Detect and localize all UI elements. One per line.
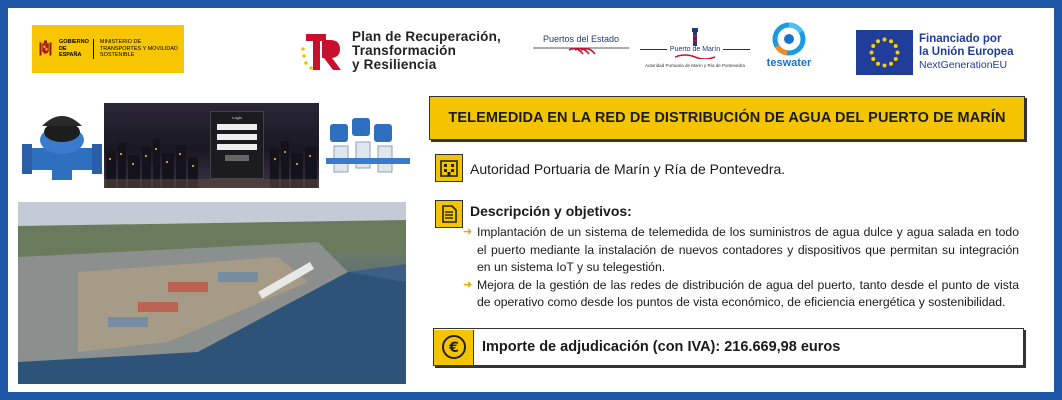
- plan-line-1: Plan de Recuperación,: [352, 29, 501, 44]
- eu-star: [870, 51, 874, 55]
- wave-red-icon: [675, 53, 715, 59]
- document-icon-box: [435, 200, 463, 228]
- prtr-mark-icon: [298, 28, 344, 74]
- authority-name: Autoridad Portuaria de Marín y Ría de Pontevedra.: [470, 161, 786, 177]
- port-aerial-photo: [18, 202, 406, 384]
- eu-star: [889, 62, 893, 66]
- eu-star: [871, 44, 875, 48]
- eu-star: [894, 44, 898, 48]
- bullet-text: Mejora de la gestión de las redes de distribución de agua del puerto, tanto desde el punto de vista de operativo como desde los puntos de vista económico, de eficiencia energética y sostenibilidad.: [477, 277, 1019, 309]
- puerto-marin-label: Puerto de Marín: [669, 46, 721, 53]
- teswater-logo: [758, 22, 820, 69]
- puerto-marin-logo: [640, 26, 750, 68]
- euro-icon: [441, 334, 467, 360]
- arrow-icon: ➜: [463, 226, 473, 238]
- ministerio-label: MINISTERIO DE TRANSPORTES Y MOVILIDAD SOSTENIBLE: [99, 39, 178, 59]
- building-icon-box: [435, 154, 463, 182]
- city-night-software-photo: [104, 103, 319, 188]
- eu-star: [883, 38, 887, 42]
- award-amount-box: [433, 328, 1024, 366]
- svg-text:€: €: [448, 340, 459, 356]
- puertos-estado-logo: [532, 34, 630, 58]
- bullet-text: Implantación de un sistema de telemedida de los suministros de agua dulce y agua salada en todo el puerto mediante la instalación de nuevos contadores y dispositivos que permitan su integración en un sistema IoT y su telegestión.: [477, 225, 1019, 274]
- eu-star: [896, 51, 900, 55]
- eu-line-2: la Unión Europea: [919, 46, 1014, 58]
- eu-star: [883, 64, 887, 68]
- arrow-icon: ➜: [463, 278, 473, 291]
- lighthouse-icon: [688, 26, 702, 46]
- puertos-estado-label: Puertos del Estado: [542, 34, 620, 44]
- spain-crest-icon: [38, 30, 53, 68]
- eu-line-1: Financiado por: [919, 33, 1002, 45]
- wave-lines-icon: [533, 44, 629, 58]
- login-title: Login: [232, 115, 242, 120]
- eu-star: [876, 62, 880, 66]
- euro-icon-box: [434, 330, 474, 365]
- plan-line-3: y Resiliencia: [352, 57, 437, 72]
- gobierno-espana-logo: [32, 25, 184, 73]
- water-meter-photo: [22, 104, 102, 186]
- list-item: [463, 277, 1019, 312]
- eu-flag-icon: [856, 30, 913, 75]
- eu-line-3: NextGenerationEU: [919, 59, 1008, 71]
- smart-meters-photo: [326, 114, 410, 180]
- project-title: TELEMEDIDA EN LA RED DE DISTRIBUCIÓN DE AGUA DEL PUERTO DE MARÍN: [448, 110, 1006, 126]
- eu-star: [889, 39, 893, 43]
- eu-star: [876, 39, 880, 43]
- eu-star: [894, 57, 898, 61]
- puerto-marin-subtitle: Autoridad Portuaria de Marín y Ría de Pontevedra: [644, 63, 746, 68]
- teswater-drop-icon: [769, 22, 809, 56]
- login-panel: [210, 111, 264, 179]
- list-item: [463, 224, 1019, 277]
- building-icon: [439, 158, 459, 178]
- plan-line-2: Transformación: [352, 43, 457, 58]
- eu-star: [871, 57, 875, 61]
- plan-recuperacion-logo: [298, 28, 501, 74]
- gobierno-label: GOBIERNO DE ESPAÑA: [59, 39, 94, 59]
- document-icon: [439, 204, 459, 224]
- description-list: [463, 224, 1019, 312]
- teswater-label: teswater: [766, 57, 812, 69]
- award-amount: Importe de adjudicación (con IVA): 216.669,98 euros: [482, 339, 841, 355]
- eu-funding-logo: [856, 30, 1014, 75]
- project-title-box: [429, 96, 1025, 140]
- description-heading: Descripción y objetivos:: [470, 203, 632, 219]
